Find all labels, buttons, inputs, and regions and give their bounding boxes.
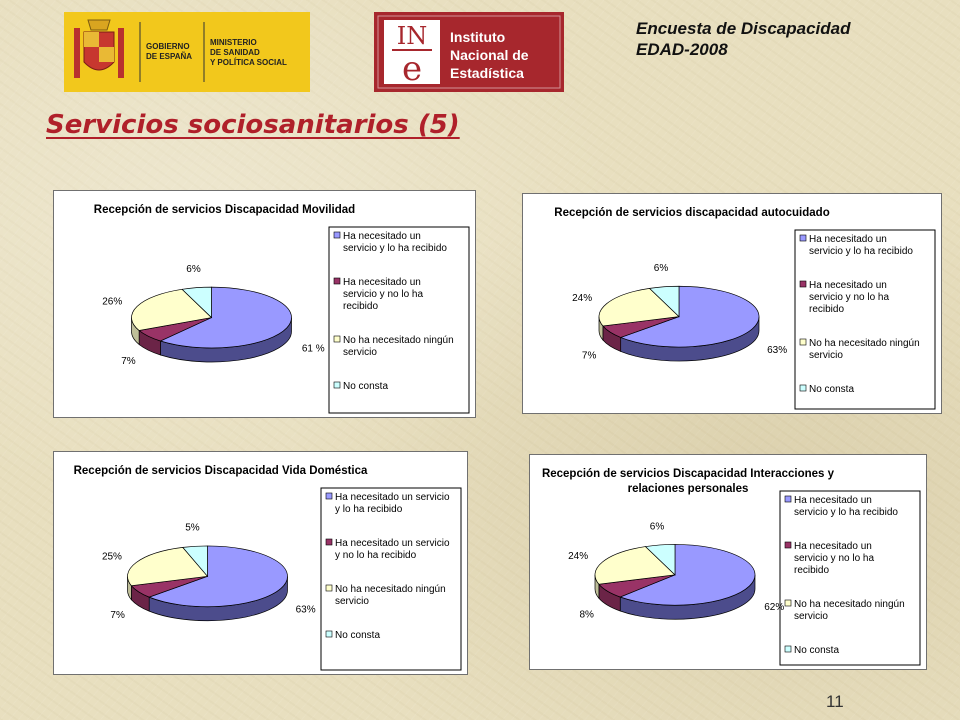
pie-percent-label: 24%: [568, 551, 589, 563]
pie-percent-label: 6%: [653, 263, 669, 275]
pie-percent-label: 7%: [581, 350, 597, 362]
ine-mark-top: IN: [396, 22, 428, 50]
legend-swatch: [785, 496, 791, 502]
pie-chart-svg: [523, 194, 941, 413]
pie-percent-label: 6%: [186, 263, 201, 275]
logo-min-line1: MINISTERIO: [210, 38, 257, 47]
legend-label: servicio y lo ha recibido: [794, 507, 898, 518]
pie-percent-label: 62%: [764, 601, 785, 613]
pie-percent-label: 8%: [579, 609, 594, 621]
pie-percent-label: 6%: [649, 521, 665, 533]
legend-swatch: [800, 385, 806, 391]
pie-percent-label: 63%: [295, 604, 316, 616]
logo-gob-line1: GOBIERNO: [146, 42, 190, 51]
pie-chart-svg: [54, 452, 467, 674]
chart-title: Recepción de servicios discapacidad autocuidado: [554, 207, 830, 219]
legend-swatch: [326, 539, 332, 545]
legend-swatch: [326, 493, 332, 499]
legend-label: No ha necesitado ningún: [343, 335, 454, 346]
legend-entry: [785, 645, 839, 656]
legend-label: Ha necesitado un servicio: [335, 538, 450, 549]
legend-label: servicio y lo ha recibido: [343, 243, 447, 254]
legend-swatch: [326, 585, 332, 591]
gobierno-espana-logo: [64, 12, 310, 92]
slide-title: Servicios sociosanitarios (5): [46, 110, 460, 140]
legend-label: No consta: [794, 645, 840, 656]
pie-percent-label: 7%: [110, 609, 125, 621]
logo-min-line3: Y POLÍTICA SOCIAL: [210, 58, 287, 67]
legend-swatch: [800, 235, 806, 241]
legend-label: Ha necesitado un: [809, 280, 887, 291]
legend-label: servicio: [343, 347, 377, 358]
legend-label: No consta: [343, 381, 389, 392]
legend-label: y lo ha recibido: [335, 504, 403, 515]
legend-label: No consta: [809, 384, 855, 395]
pie-percent-label: 61 %: [301, 343, 325, 355]
logo-gob-line2: DE ESPAÑA: [146, 52, 193, 61]
legend-label: servicio y lo ha recibido: [809, 246, 913, 257]
legend-label: Ha necesitado un: [343, 231, 421, 242]
legend-label: Ha necesitado un: [794, 495, 872, 506]
legend-swatch: [334, 232, 340, 238]
legend-swatch: [785, 600, 791, 606]
legend-label: No consta: [335, 630, 381, 641]
legend-label: servicio: [794, 611, 828, 622]
legend-entry: [334, 381, 388, 392]
legend-swatch: [800, 339, 806, 345]
pie-percent-label: 7%: [121, 355, 136, 367]
ine-mark-icon: [374, 12, 564, 92]
logo-ine-line2: Nacional de: [450, 47, 529, 63]
survey-title-line1: Encuesta de Discapacidad: [636, 19, 851, 38]
ine-logo: [374, 12, 564, 92]
legend-swatch: [785, 542, 791, 548]
legend-label: Ha necesitado un: [343, 277, 421, 288]
legend-label: recibido: [343, 301, 379, 312]
legend-label: recibido: [794, 565, 830, 576]
chart-autocuidado: [522, 193, 942, 414]
chart-title: Recepción de servicios Discapacidad Interacciones y: [541, 468, 835, 480]
legend-label: recibido: [809, 304, 845, 315]
legend-entry: [326, 630, 380, 641]
pie-percent-label: 26%: [102, 296, 123, 308]
chart-title: Recepción de servicios Discapacidad Movilidad: [93, 204, 356, 216]
legend-label: servicio y no lo ha: [794, 553, 875, 564]
legend-entry: [800, 384, 854, 395]
legend-swatch: [334, 278, 340, 284]
legend-label: No ha necesitado ningún: [335, 584, 446, 595]
chart-title: Recepción de servicios Discapacidad Vida Doméstica: [73, 465, 368, 477]
legend-swatch: [334, 382, 340, 388]
pie-chart-svg: [54, 191, 475, 417]
ine-mark-bottom: e: [401, 49, 423, 89]
pie-chart-svg: [530, 455, 926, 669]
legend-label: No ha necesitado ningún: [794, 599, 905, 610]
legend-label: No ha necesitado ningún: [809, 338, 920, 349]
legend-label: servicio: [809, 350, 843, 361]
logo-ine-line1: Instituto: [450, 29, 506, 45]
chart-movilidad: [53, 190, 476, 418]
logo-ine-line3: Estadística: [450, 65, 524, 81]
pie-percent-label: 5%: [185, 522, 200, 534]
legend-swatch: [800, 281, 806, 287]
survey-title: [636, 18, 850, 60]
pie-percent-label: 24%: [572, 292, 593, 304]
chart-title: relaciones personales: [627, 483, 749, 495]
legend-box: [321, 488, 461, 670]
pie-percent-label: 25%: [101, 551, 122, 563]
legend-label: Ha necesitado un: [809, 234, 887, 245]
pie-percent-label: 63%: [767, 345, 788, 357]
chart-interacciones: [529, 454, 927, 670]
legend-label: servicio y no lo ha: [809, 292, 890, 303]
legend-label: servicio: [335, 596, 369, 607]
chart-vida-domestica: [53, 451, 468, 675]
coat-of-arms-icon: [64, 12, 310, 92]
logo-min-line2: DE SANIDAD: [210, 48, 260, 57]
legend-label: servicio y no lo ha: [343, 289, 424, 300]
legend-label: Ha necesitado un servicio: [335, 492, 450, 503]
survey-title-line2: EDAD-2008: [636, 40, 728, 59]
legend-swatch: [326, 631, 332, 637]
legend-label: y no lo ha recibido: [335, 550, 417, 561]
legend-swatch: [334, 336, 340, 342]
legend-label: Ha necesitado un: [794, 541, 872, 552]
page-number: 11: [826, 692, 844, 711]
legend-swatch: [785, 646, 791, 652]
